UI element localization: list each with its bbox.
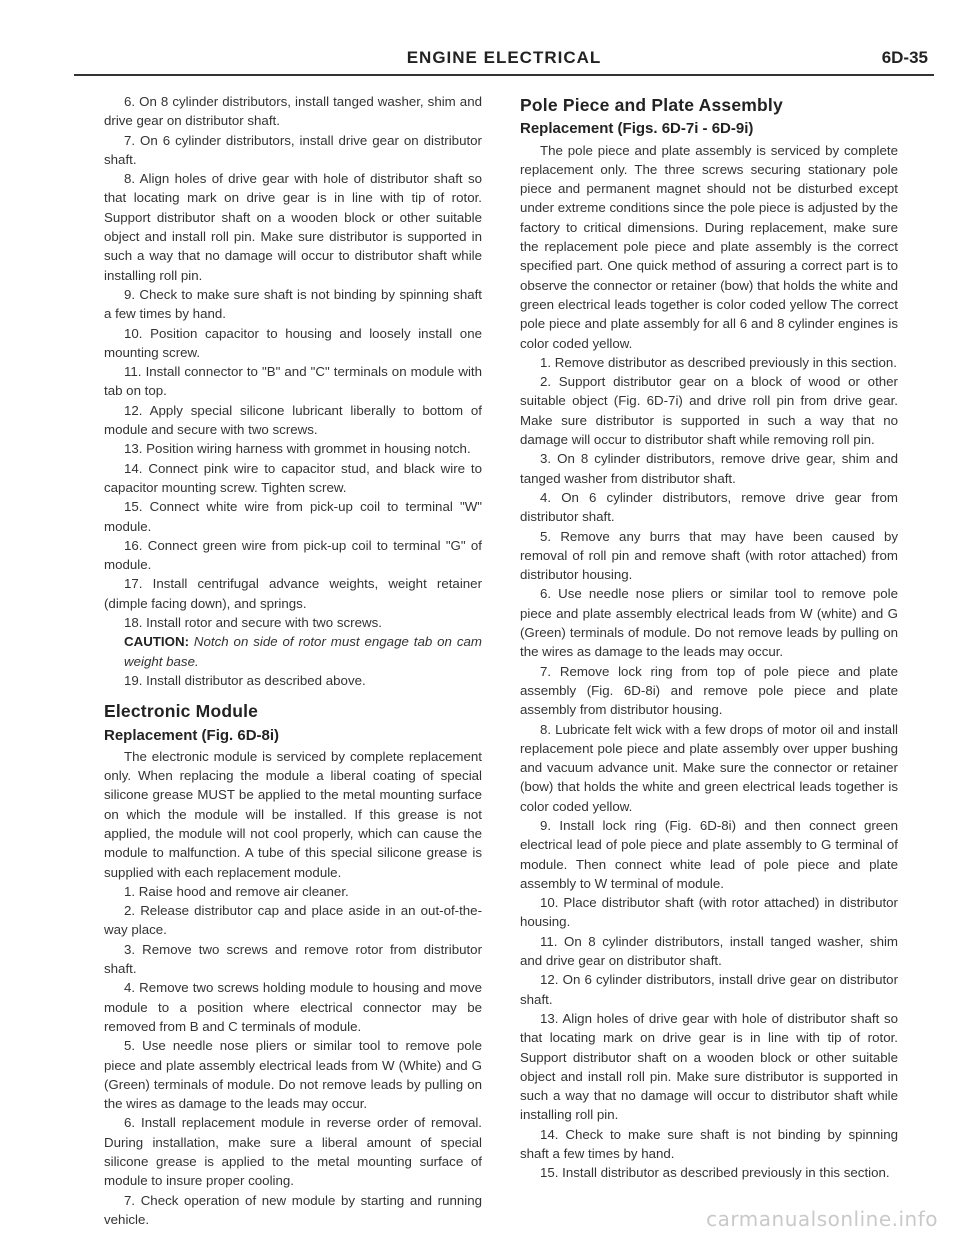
step-paragraph: 13. Position wiring harness with grommet in housing notch. bbox=[124, 441, 471, 457]
step-paragraph: 5. Use needle nose pliers or similar tool to remove pole piece and plate assembly electrical leads from W (White) and G (Green) terminals of module. Do not remove leads by pulling on the wires as damage to the leads may occur. bbox=[104, 1038, 482, 1112]
step-paragraph: 9. Install lock ring (Fig. 6D-8i) and then connect green electrical lead of pole piece and plate assembly to G terminal of module. Then connect white lead of pole piece and plate assembly to W terminal of module. bbox=[520, 817, 898, 891]
step-paragraph: 11. Install connector to "B" and "C" terminals on module with tab on top. bbox=[104, 364, 482, 399]
step-paragraph: 3. On 8 cylinder distributors, remove drive gear, shim and tanged washer from distributor shaft. bbox=[520, 451, 898, 486]
caution-label: CAUTION: bbox=[124, 634, 189, 650]
step-paragraph: 1. Raise hood and remove air cleaner. bbox=[124, 883, 349, 899]
step-paragraph: 14. Check to make sure shaft is not binding by spinning shaft a few times by hand. bbox=[520, 1126, 898, 1162]
step-paragraph: 9. Check to make sure shaft is not binding by spinning shaft a few times by hand. bbox=[104, 286, 482, 322]
step-paragraph: 6. Install replacement module in reverse order of removal. During installation, make sure a liberal amount of special silicone grease is applied to the metal mounting surface of module to insure proper cooling. bbox=[104, 1115, 482, 1189]
intro-paragraph: The electronic module is serviced by complete replacement only. When replacing the module a liberal coating of special silicone grease MUST be applied to the metal mounting surface on which the module will be installed. If this grease is not applied, the module will not cool properly, which can cause the module to malfunction. A tube of this special silicone grease is supplied with each replacement module. bbox=[104, 748, 482, 880]
step-paragraph: 8. Align holes of drive gear with hole of distributor shaft so that locating mark on drive gear is in line with tip of rotor. Support distributor shaft on a wooden block or other suitable object and install roll pin. Make sure distributor is supported in such a way that no damage will occur to distributor shaft while installing roll pin. bbox=[104, 171, 482, 283]
step-paragraph: 17. Install centrifugal advance weights, weight retainer (dimple facing down), and springs. bbox=[104, 576, 482, 611]
intro-paragraph: The pole piece and plate assembly is serviced by complete replacement only. The three screws securing stationary pole piece and permanent magnet should not be disturbed except under extreme conditions since the pole piece is adjusted by the factory to critical dimensions. During replacement, make sure the replacement pole piece and plate assembly is the correct specified part. One quick method of assuring a correct part is to observe the connector or retainer (bow) that holds the white and green electrical leads together is color coded yellow The correct pole piece and plate assembly for all 6 and 8 cylinder engines is color coded yellow. bbox=[520, 142, 898, 351]
step-paragraph: 2. Release distributor cap and place aside in an out-of-the-way place. bbox=[104, 903, 482, 938]
step-paragraph: 3. Remove two screws and remove rotor from distributor shaft. bbox=[104, 941, 482, 977]
step-paragraph: 7. Check operation of new module by starting and running vehicle. bbox=[104, 1192, 482, 1227]
step-paragraph: 6. On 8 cylinder distributors, install tanged washer, shim and drive gear on distributor shaft. bbox=[104, 94, 482, 129]
step-paragraph: 5. Remove any burrs that may have been caused by removal of roll pin and remove shaft (with rotor attached) from distributor housing. bbox=[520, 528, 898, 583]
step-paragraph: 16. Connect green wire from pick-up coil to terminal "G" of module. bbox=[104, 537, 482, 573]
step-paragraph: 18. Install rotor and secure with two screws. bbox=[124, 615, 382, 631]
subheading-replacement: Replacement (Figs. 6D-7i - 6D-9i) bbox=[520, 120, 754, 138]
step-paragraph: 8. Lubricate felt wick with a few drops of motor oil and install replacement pole piece and plate assembly over upper bushing and vacuum advance unit. Make sure the connector or retainer (bow) that holds the white and green electrical leads together is color coded yellow. bbox=[520, 721, 898, 814]
page-title: ENGINE ELECTRICAL bbox=[406, 48, 602, 67]
step-paragraph: 12. Apply special silicone lubricant liberally to bottom of module and secure with two screws. bbox=[104, 402, 482, 438]
step-paragraph: 7. On 6 cylinder distributors, install drive gear on distributor shaft. bbox=[104, 132, 482, 167]
step-paragraph: 12. On 6 cylinder distributors, install drive gear on distributor shaft. bbox=[520, 972, 898, 1007]
step-paragraph: 6. Use needle nose pliers or similar tool to remove pole piece and plate assembly electrical leads from W (white) and G (Green) terminals of module. Do not remove leads by pulling on the wires as damage to the leads may occur. bbox=[520, 586, 898, 660]
step-paragraph: 13. Align holes of drive gear with hole of distributor shaft so that locating mark on drive gear is in line with tip of rotor. Support distributor shaft on a wooden block or other suitable object and install roll pin. Make sure distributor is supported in such a way that no damage will occur to distributor shaft while installing roll pin. bbox=[520, 1010, 898, 1123]
caution-note bbox=[104, 632, 482, 671]
subheading-replacement: Replacement (Fig. 6D-8i) bbox=[104, 726, 280, 744]
step-paragraph: 1. Remove distributor as described previously in this section. bbox=[540, 354, 897, 370]
step-paragraph: 14. Connect pink wire to capacitor stud, and black wire to capacitor mounting screw. Tighten screw. bbox=[104, 460, 482, 495]
caution-text: Notch on side of rotor must engage tab on cam weight base. bbox=[124, 634, 482, 669]
step-paragraph: 10. Place distributor shaft (with rotor attached) in distributor housing. bbox=[520, 895, 898, 930]
step-paragraph: 7. Remove lock ring from top of pole piece and plate assembly (Fig. 6D-8i) and remove pole piece and plate assembly from distributor housing. bbox=[520, 663, 898, 718]
step-paragraph: 4. Remove two screws holding module to housing and move module to a position where electrical connector may be removed from B and C terminals of module. bbox=[104, 980, 482, 1034]
watermark: carmanualsonline.info bbox=[706, 1207, 938, 1231]
step-paragraph: 19. Install distributor as described above. bbox=[124, 672, 366, 688]
step-paragraph: 15. Connect white wire from pick-up coil to terminal "W" module. bbox=[104, 499, 482, 534]
section-heading-pole-piece: Pole Piece and Plate Assembly bbox=[520, 95, 783, 115]
step-paragraph: 11. On 8 cylinder distributors, install tanged washer, shim and drive gear on distributor shaft. bbox=[520, 933, 898, 969]
step-paragraph: 10. Position capacitor to housing and loosely install one mounting screw. bbox=[104, 325, 482, 360]
right-column bbox=[520, 92, 898, 1183]
left-column bbox=[104, 92, 482, 1229]
step-paragraph: 15. Install distributor as described previously in this section. bbox=[540, 1165, 890, 1181]
section-heading-electronic-module: Electronic Module bbox=[104, 701, 259, 722]
step-paragraph: 4. On 6 cylinder distributors, remove drive gear from distributor shaft. bbox=[520, 489, 898, 525]
step-paragraph: 2. Support distributor gear on a block of wood or other suitable object (Fig. 6D-7i) and drive roll pin from drive gear. Make sure distributor is supported in such a way that no damage will occur to distributor shaft while removing roll pin. bbox=[520, 374, 898, 448]
page-number: 6D-35 bbox=[881, 48, 928, 67]
page-header bbox=[74, 40, 934, 76]
